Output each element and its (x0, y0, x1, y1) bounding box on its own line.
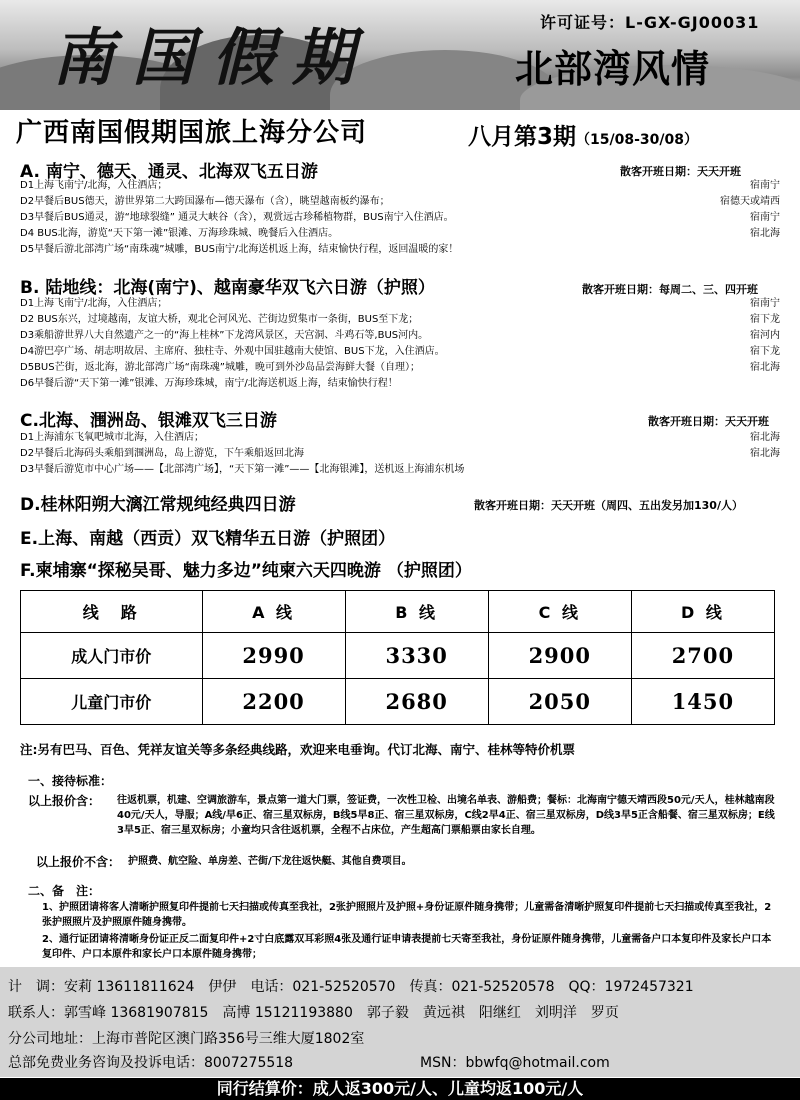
price-cell: 2050 (488, 679, 631, 725)
price-cell: 3330 (345, 633, 488, 679)
table-header-cell: 线 路 (21, 591, 203, 633)
contact-person: 高博 15121193880 (222, 1005, 353, 1021)
contact-fax: 传真：021-52520578 (409, 979, 555, 995)
itinerary-stay: 宿河内 (750, 330, 780, 341)
hotline: 总部免费业务咨询及投诉电话：8007275518 (8, 1055, 294, 1071)
itinerary-stay: 宿北海 (750, 228, 780, 239)
contact-person: 刘明洋 (534, 1005, 577, 1021)
header-banner (0, 0, 800, 110)
issue-label (468, 118, 698, 151)
itinerary-stay: 宿南宁 (750, 298, 780, 309)
itinerary-day: D5早餐后游北部湾广场“南珠魂”城雕，BUS南宁/北海送机返上海，结束愉快行程，返回温暖的家！ (20, 244, 459, 255)
contact-person: 罗页 (590, 1005, 619, 1021)
contact-line-1 (8, 976, 708, 996)
contact-phone: 电话：021-52520570 (250, 979, 396, 995)
row-label: 成人门市价 (21, 633, 203, 679)
tour-b-itinerary (20, 296, 780, 392)
itinerary-stay: 宿德天或靖西 (720, 196, 780, 207)
tour-d-title: D.桂林阳朔大漓江常规纯经典四日游 (20, 495, 296, 515)
itinerary-stay: 宿下龙 (750, 314, 780, 325)
table-header-cell: B 线 (345, 591, 488, 633)
table-header-cell: A 线 (202, 591, 345, 633)
standards-heading: 一、接待标准： (28, 774, 113, 788)
tour-f-title: F.柬埔寨“探秘吴哥、魅力多边”纯柬六天四晚游 （护照团） (20, 561, 472, 581)
company-name: 广西南国假期国旅上海分公司 (16, 118, 368, 148)
tour-d-schedule: 散客开班日期：天天开班（周四、五出发另加130/人） (474, 499, 743, 512)
itinerary-day: D1上海浦东飞氧吧城市北海，入住酒店； (20, 432, 205, 443)
tour-c-itinerary (20, 430, 780, 478)
includes-label: 以上报价含： (28, 794, 101, 808)
contact-qq: QQ：1972457321 (568, 979, 694, 995)
contact-person: 郭子毅 (366, 1005, 409, 1021)
itinerary-stay: 宿下龙 (750, 346, 780, 357)
itinerary-stay: 宿北海 (750, 362, 780, 373)
itinerary-day: D4游巴亭广场、胡志明故居、主席府、独柱寺、外观中国驻越南大使馆、BUS下龙，入住酒店。 (20, 346, 445, 357)
tour-b-title: B. 陆地线：北海(南宁)、越南豪华双飞六日游（护照） (20, 278, 435, 298)
contact-line-2 (8, 1002, 633, 1022)
issue-dates: （15/08-30/08） (576, 132, 698, 148)
price-cell: 2900 (488, 633, 631, 679)
route-title: 北部湾风情 (515, 47, 711, 91)
price-cell: 2990 (202, 633, 345, 679)
excludes-label: 以上报价不含： (36, 855, 121, 869)
table-header-cell: C 线 (488, 591, 631, 633)
itinerary-stay: 宿南宁 (750, 180, 780, 191)
price-cell: 2200 (202, 679, 345, 725)
issue-number: 八月第3期 (468, 124, 577, 150)
tour-a-title: A. 南宁、德天、通灵、北海双飞五日游 (20, 162, 318, 182)
contact-person: 阳继红 (478, 1005, 521, 1021)
itinerary-day: D2 BUS东兴，过境越南，友谊大桥，观北仑河风光、芒街边贸集市一条街，BUS至下龙； (20, 314, 419, 325)
remark-item: 1、护照团请将客人清晰护照复印件提前七天扫描或传真至我社，2张护照照片及护照+身份证原件随身携带；儿童需备清晰护照复印件提前七天扫描或传真至我社，2张护照照片及护照原件随身携带。 (42, 902, 772, 928)
itinerary-day: D3早餐后BUS通灵，游“地球裂缝” 通灵大峡谷（含），观赏远古珍稀植物群，BUS南宁入住酒店。 (20, 212, 454, 223)
itinerary-stay: 宿北海 (750, 448, 780, 459)
itinerary-day: D2早餐后BUS德天，游世界第二大跨国瀑布—德天瀑布（含），眺望越南板约瀑布； (20, 196, 390, 207)
tour-e-title: E.上海、南越（西贡）双飞精华五日游（护照团） (20, 529, 396, 549)
excludes-text: 护照费、航空险、单房差、芒街/下龙往返快艇、其他自费项目。 (128, 856, 412, 867)
table-row (21, 633, 775, 679)
itinerary-day: D5BUS芒街，返北海，游北部湾广场“南珠魂”城雕，晚可到外沙岛品尝海鲜大餐（自理）； (20, 362, 420, 373)
contact-dispatcher: 计 调：安莉 13611811624 伊伊 (8, 979, 237, 995)
contact-person: 黄远祺 (422, 1005, 465, 1021)
itinerary-day: D1上海飞南宁/北海，入住酒店； (20, 298, 168, 309)
remark-item: 2、通行证团请将清晰身份证正反二面复印件+2寸白底露双耳彩照4张及通行证申请表提前七天寄至我社，身份证原件随身携带，儿童需备户口本复印件及家长户口本复印件、户口本原件和家长户口本原件随身携带； (42, 934, 772, 960)
brand-logo-text: 南国假期 (52, 21, 373, 94)
tour-a-schedule: 散客开班日期：天天开班 (620, 165, 741, 178)
itinerary-stay: 宿南宁 (750, 212, 780, 223)
license-number: 许可证号：L-GX-GJ00031 (540, 13, 760, 32)
tour-b-schedule: 散客开班日期：每周二、三、四开班 (582, 283, 758, 296)
additional-routes-note: 注:另有巴马、百色、凭祥友谊关等多条经典线路，欢迎来电垂询。代订北海、南宁、桂林等特价机票 (20, 742, 576, 757)
price-table (20, 590, 775, 725)
table-header-cell: D 线 (631, 591, 774, 633)
itinerary-day: D2早餐后北海码头乘船到涠洲岛，岛上游览，下午乘船返回北海 (20, 448, 305, 459)
price-cell: 2680 (345, 679, 488, 725)
itinerary-stay: 宿北海 (750, 432, 780, 443)
includes-text: 往返机票，机建、空调旅游车，景点第一道大门票，签证费，一次性卫检、出境名单表、游船费；餐标：北海南宁德天靖西段50元/天人，桂林越南段40元/天人，导服；A线/早6正、宿三星双标房，B线5早8正、宿三星双标房，C线2早4正、宿三星双标房，D线3早5正含船餐、宿三星双标房；E线3早5正、宿三星双标房；小童均只含往返机票，全程不占床位，产生超高门票船票由家长自理。 (117, 795, 775, 836)
table-row (21, 679, 775, 725)
tour-a-itinerary (20, 178, 780, 258)
itinerary-day: D1上海飞南宁/北海，入住酒店； (20, 180, 168, 191)
contact-person: 联系人：郭雪峰 13681907815 (8, 1005, 209, 1021)
tour-c-schedule: 散客开班日期：天天开班 (648, 415, 769, 428)
settlement-bar: 同行结算价：成人返300元/人、儿童均返100元/人 (0, 1078, 800, 1100)
tour-c-title: C.北海、涠洲岛、银滩双飞三日游 (20, 411, 277, 431)
itinerary-day: D6早餐后游“天下第一滩”银滩、万海珍珠城，南宁/北海送机返上海，结束愉快行程！ (20, 378, 398, 389)
itinerary-day: D3乘船游世界八大自然遗产之一的“海上桂林”下龙湾风景区，天宫洞、斗鸡石等,BUS河内。 (20, 330, 429, 341)
remarks-heading: 二、备 注： (28, 884, 101, 898)
row-label: 儿童门市价 (21, 679, 203, 725)
msn-contact: MSN：bbwfq@hotmail.com (420, 1055, 610, 1071)
branch-address: 分公司地址：上海市普陀区澳门路356号三维大厦1802室 (8, 1031, 365, 1047)
itinerary-day: D4 BUS北海，游览“天下第一滩”银滩、万海珍珠城、晚餐后入住酒店。 (20, 228, 339, 239)
table-header-row (21, 591, 775, 633)
price-cell: 1450 (631, 679, 774, 725)
itinerary-day: D3早餐后游览市中心广场——【北部湾广场】，“天下第一滩”——【北海银滩】，送机返上海浦东机场 (20, 464, 465, 475)
price-cell: 2700 (631, 633, 774, 679)
